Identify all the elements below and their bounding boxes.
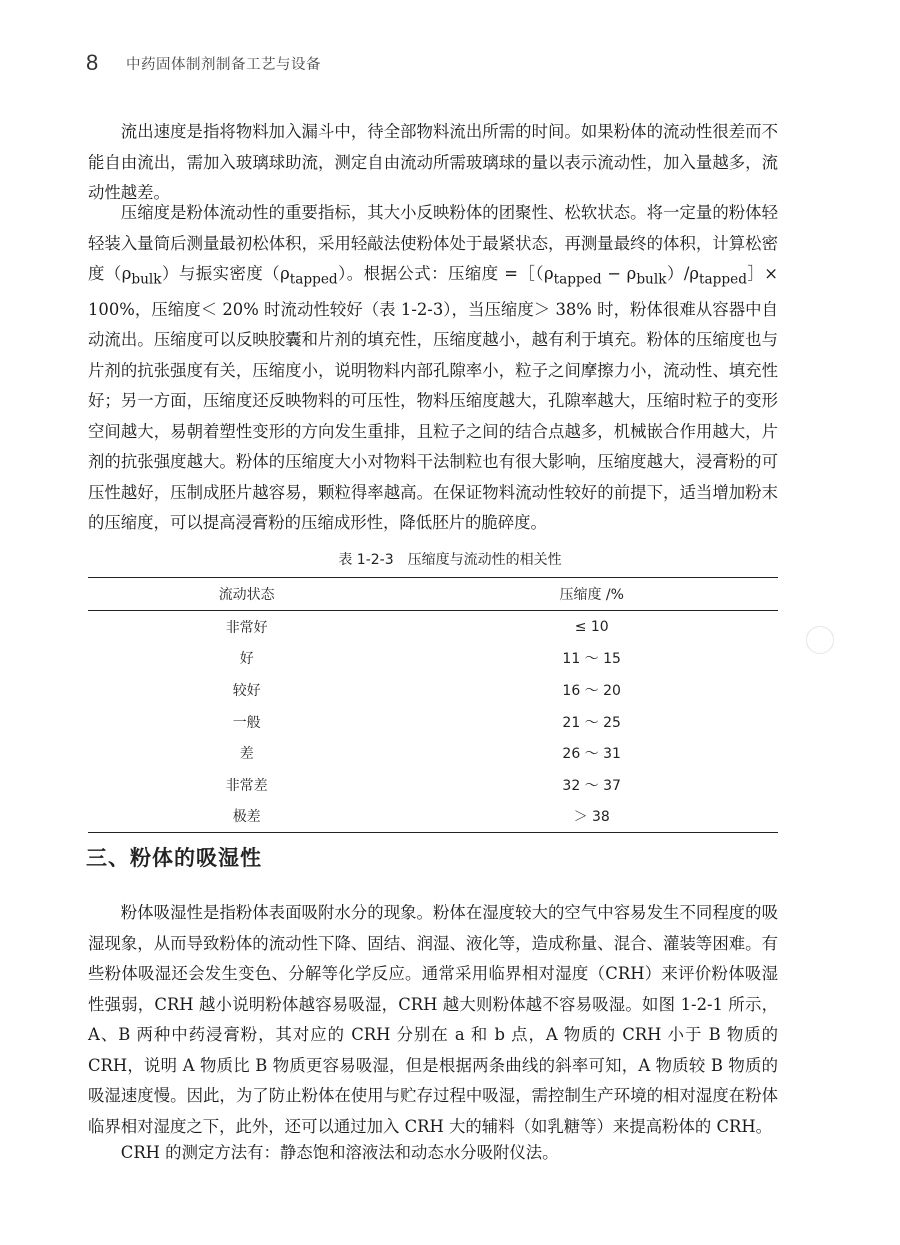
cell-compressibility: 11 ～ 15 — [562, 651, 621, 668]
table-header-row — [88, 578, 778, 611]
text-run: ）。根据公式：压缩度 =［（ρ — [337, 264, 554, 283]
subscript-bulk: bulk — [636, 271, 667, 288]
cell-flow-state: 非常好 — [225, 619, 268, 636]
paragraph-compressibility — [88, 198, 778, 539]
table-row — [88, 737, 778, 769]
cell-flow-state: 差 — [239, 746, 254, 763]
subscript-tapped: tapped — [553, 271, 602, 288]
subscript-tapped: tapped — [699, 271, 747, 288]
subscript-bulk: bulk — [131, 271, 162, 288]
table-caption: 表 1-2-3 压缩度与流动性的相关性 — [338, 552, 562, 568]
text-run: ）与振实密度（ρ — [161, 264, 290, 283]
paragraph-crh-methods: CRH 的测定方法有：静态饱和溶液法和动态水分吸附仪法。 — [120, 1143, 559, 1162]
book-title: 中药固体制剂制备工艺与设备 — [126, 56, 321, 73]
cell-flow-state: 非常差 — [225, 777, 268, 794]
table-row — [88, 769, 778, 801]
section-heading: 三、粉体的吸湿性 — [86, 845, 262, 870]
table-row — [88, 611, 778, 643]
cell-flow-state: 较好 — [232, 682, 261, 699]
table-row — [88, 674, 778, 706]
table-row — [88, 643, 778, 675]
cell-flow-state: 一般 — [232, 714, 261, 731]
table-row — [88, 706, 778, 738]
paragraph-hygroscopicity: 粉体吸湿性是指粉体表面吸附水分的现象。粉体在湿度较大的空气中容易发生不同程度的吸湿现象，从而导致粉体的流动性下降、固结、润湿、液化等，造成称量、混合、灌装等困难。有些粉体吸湿还会发生变色、分解等化学反应。通常采用临界相对湿度（CRH）来评价粉体吸湿性强弱，CRH 越小说明粉体越容易吸湿，CRH 越大则粉体越不容易吸湿。如图 1-2-1 所示，A、B 两种中药浸膏粉，其对应的 CRH 分别在 a 和 b 点，A 物质的 CRH 小于 B 物质的 CRH，说明 A 物质比 B 物质更容易吸湿，但是根据两条曲线的斜率可知，A 物质较 B 物质的吸湿速度慢。因此，为了防止粉体在使用与贮存过程中吸湿，需控制生产环境的相对湿度在粉体临界相对湿度之下，此外，还可以通过加入 CRH 大的辅料（如乳糖等）来提高粉体的 CRH。 — [88, 903, 778, 1136]
paragraph-flow-speed: 流出速度是指将物料加入漏斗中，待全部物料流出所需的时间。如果粉体的流动性很差而不能自由流出，需加入玻璃球助流，测定自由流动所需玻璃球的量以表示流动性，加入量越多，流动性越差。 — [88, 122, 778, 202]
text-run: − ρ — [601, 264, 637, 283]
cell-compressibility: ≤ 10 — [574, 618, 609, 635]
cell-compressibility: ＞ 38 — [405, 801, 778, 833]
column-header-flow-state: 流动状态 — [88, 578, 405, 611]
cell-compressibility: 32 ～ 37 — [562, 777, 621, 794]
table-row — [88, 801, 778, 833]
text-run: ］× 100%，压缩度＜ 20% 时流动性较好（表 1-2-3），当压缩度＞ 38% 时，粉体很难从容器中自动流出。压缩度可以反映胶囊和片剂的填充性，压缩度越小，越有利于填充。粉体的压缩度也与片剂的抗张强度有关，压缩度小，说明物料内部孔隙率小，粒子之间摩擦力小，流动性、填充性好；另一方面，压缩度还反映物料的可压性，物料压缩度越大，孔隙率越大，压缩时粒子的变形空间越大，易朝着塑性变形的方向发生重排，且粒子之间的结合点越多，机械嵌合作用越大，片剂的抗张强度越大。粉体的压缩度大小对物料干法制粒也有很大影响，压缩度越大，浸膏粉的可压性越好，压制成胚片越容易，颗粒得率越高。在保证物料流动性较好的前提下，适当增加粉末的压缩度，可以提高浸膏粉的压缩成形性，降低胚片的脆碎度。 — [88, 264, 779, 533]
page-header — [86, 48, 321, 78]
cell-compressibility: 26 ～ 31 — [562, 746, 621, 763]
watermark-icon — [806, 626, 834, 654]
column-header-compressibility: 压缩度 /% — [405, 578, 778, 611]
cell-compressibility: 16 ～ 20 — [562, 682, 621, 699]
cell-compressibility: 21 ～ 25 — [562, 714, 621, 731]
page-number: 8 — [86, 50, 99, 75]
text-run: 压缩度是粉体流动性的重要指标，其大小反映粉体的团聚性、松软状态。将一定量的粉体轻轻装入量筒后测量最初松体积，采用轻敲法使粉体处于最紧状态，再测量最终的体积，计算松密度（ρ — [88, 203, 778, 283]
cell-flow-state: 好 — [239, 651, 254, 668]
compressibility-table — [88, 577, 778, 833]
cell-flow-state: 极差 — [88, 801, 405, 833]
subscript-tapped: tapped — [289, 271, 338, 288]
text-run: ）/ρ — [666, 264, 699, 283]
